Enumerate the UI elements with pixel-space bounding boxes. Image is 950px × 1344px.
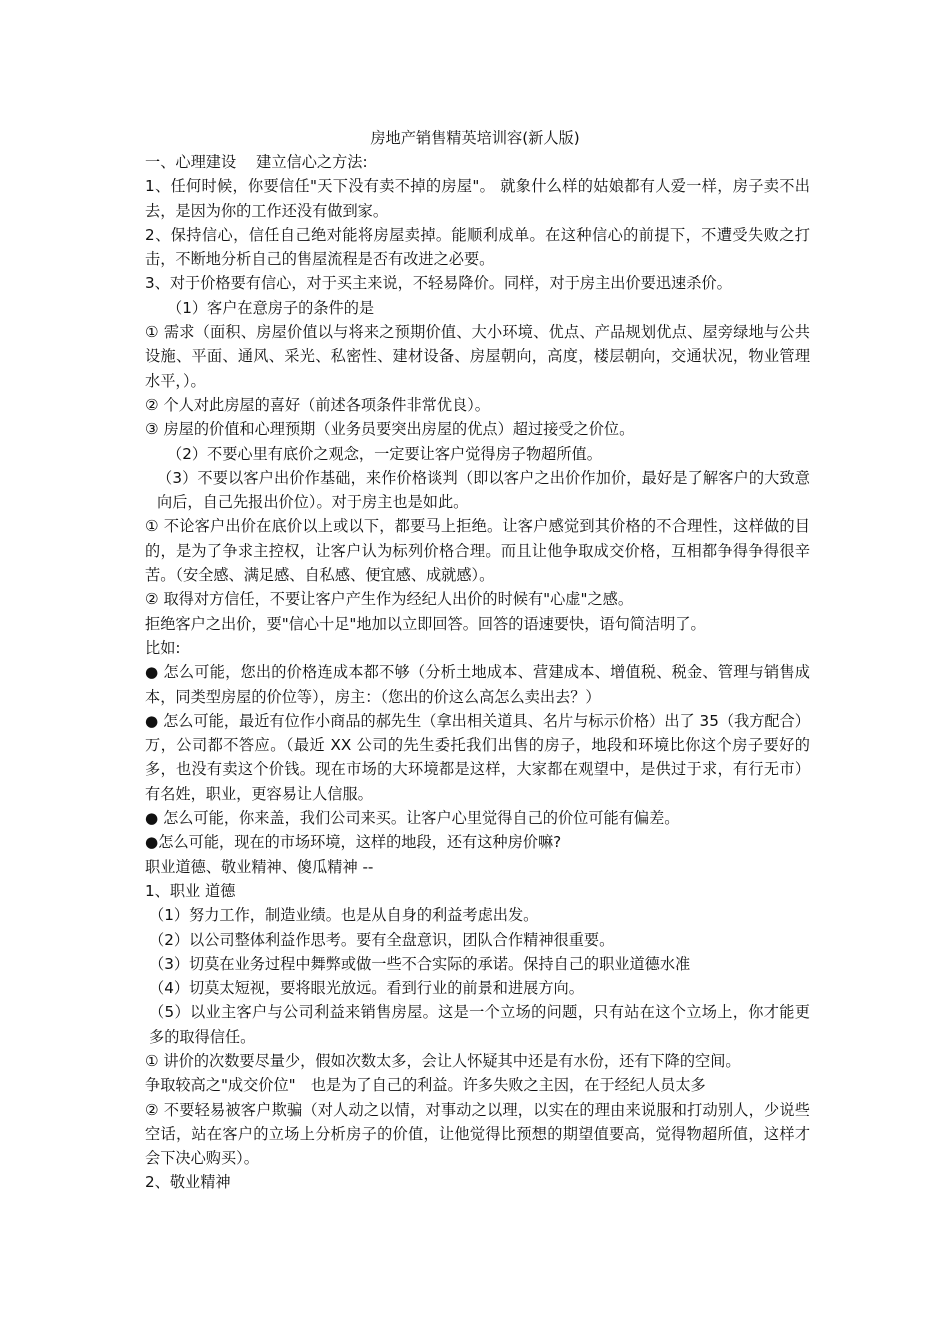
document-title: 房地产销售精英培训容(新人版) xyxy=(370,129,580,147)
list-item: （2）以公司整体利益作思考。要有全盘意识，团队合作精神很重要。 xyxy=(149,930,615,949)
sub-heading: （3）不要以客户出价作基础，来作价格谈判（即以客户之出价作加价，最好是了解客户的大致意向后，自己先报出价位）。对于房主也是如此。 xyxy=(157,468,810,512)
list-item: （1）努力工作，制造业绩。也是从自身的利益考虑出发。 xyxy=(149,906,539,925)
list-item: （4）切莫太短视，要将眼光放远。看到行业的前景和进展方向。 xyxy=(149,979,584,998)
sub-heading: （2）不要心里有底价之观念，一定要让客户觉得房子物超所值。 xyxy=(167,444,602,463)
list-item: ② 取得对方信任，不要让客户产生作为经纪人出价的时候有"心虚"之感。 xyxy=(145,590,634,609)
paragraph: 拒绝客户之出价，要"信心十足"地加以立即回答。回答的语速要快，语句简洁明了。 xyxy=(145,614,706,633)
list-item: ② 个人对此房屋的喜好（前述各项条件非常优良）。 xyxy=(145,395,490,414)
bullet-item: ● 怎么可能，你来盖，我们公司来买。让客户心里觉得自己的价位可能有偏差。 xyxy=(145,809,680,828)
list-item: （5）以业主客户与公司利益来销售房屋。这是一个立场的问题，只有站在这个立场上，你才能更多的取得信任。 xyxy=(149,1003,810,1046)
section-heading: 1、职业 道德 xyxy=(145,881,236,900)
bullet-item: ● 怎么可能，您出的价格连成本都不够（分析土地成本、营建成本、增值税、税金、管理与销售成本，同类型房屋的价位等），房主：（您出的价这么高怎么卖出去？） xyxy=(145,663,810,706)
document-body xyxy=(145,150,810,1195)
bullet-item: ●怎么可能，现在的市场环境，这样的地段，还有这种房价嘛? xyxy=(145,833,562,852)
paragraph: 2、保持信心，信任自己绝对能将房屋卖掉。能顺利成单。在这种信心的前提下，不遭受失败之打击，不断地分析自己的售屋流程是否有改进之必要。 xyxy=(145,225,810,269)
list-item: ② 不要轻易被客户欺骗（对人动之以情，对事动之以理，以实在的理由来说服和打动别人，少说些空话，站在客户的立场上分析房子的价值，让他觉得比预想的期望值要高，觉得物超所值，这样才会下决心购买）。 xyxy=(145,1100,810,1168)
paragraph: 3、对于价格要有信心，对于买主来说，不轻易降价。同样，对于房主出价要迅速杀价。 xyxy=(145,274,732,293)
section-heading: 一、心理建设 建立信心之方法: xyxy=(145,153,368,171)
list-item: ① 讲价的次数要尽量少，假如次数太多，会让人怀疑其中还是有水份，还有下降的空间。 xyxy=(145,1051,741,1070)
paragraph: 1、任何时候，你要信任"天下没有卖不掉的房屋"。 就象什么样的姑娘都有人爱一样，房子卖不出去，是因为你的工作还没有做到家。 xyxy=(145,177,810,220)
paragraph: 比如: xyxy=(145,638,181,657)
list-item: ① 需求（面积、房屋价值以与将来之预期价值、大小环境、优点、产品规划优点、屋旁绿地与公共设施、平面、通风、采光、私密性、建材设备、房屋朝向，高度，楼层朝向，交通状况，物业管理水平，）。 xyxy=(145,323,810,390)
list-item: ① 不论客户出价在底价以上或以下，都要马上拒绝。让客户感觉到其价格的不合理性，这样做的目的，是为了争求主控权，让客户认为标列价格合理。而且让他争取成交价格，互相都争得争得很辛苦。（安全感、满足感、自私感、便宜感、成就感）。 xyxy=(145,517,810,585)
section-heading: 2、敬业精神 xyxy=(145,1173,231,1192)
bullet-item: ● 怎么可能，最近有位作小商品的郝先生（拿出相关道具、名片与标示价格）出了 35（我方配合）万，公司都不答应。（最近 XX 公司的先生委托我们出售的房子，地段和环境比你这个房子要好的多，也没有卖这个价钱。现在市场的大环境都是这样，大家都在观望中，是供过于求，有行无市）有名姓，职业，更容易让人信服。 xyxy=(145,711,810,803)
list-item: （3）切莫在业务过程中舞弊或做一些不合实际的承诺。保持自己的职业道德水准 xyxy=(149,954,691,973)
section-heading: 职业道德、敬业精神、傻瓜精神 -- xyxy=(145,857,374,876)
sub-heading: （1）客户在意房子的条件的是 xyxy=(167,298,375,317)
list-item: ③ 房屋的价值和心理预期（业务员要突出房屋的优点）超过接受之价位。 xyxy=(145,420,635,439)
paragraph: 争取较高之"成交价位" 也是为了自己的利益。许多失败之主因，在于经纪人员太多 xyxy=(145,1076,706,1095)
